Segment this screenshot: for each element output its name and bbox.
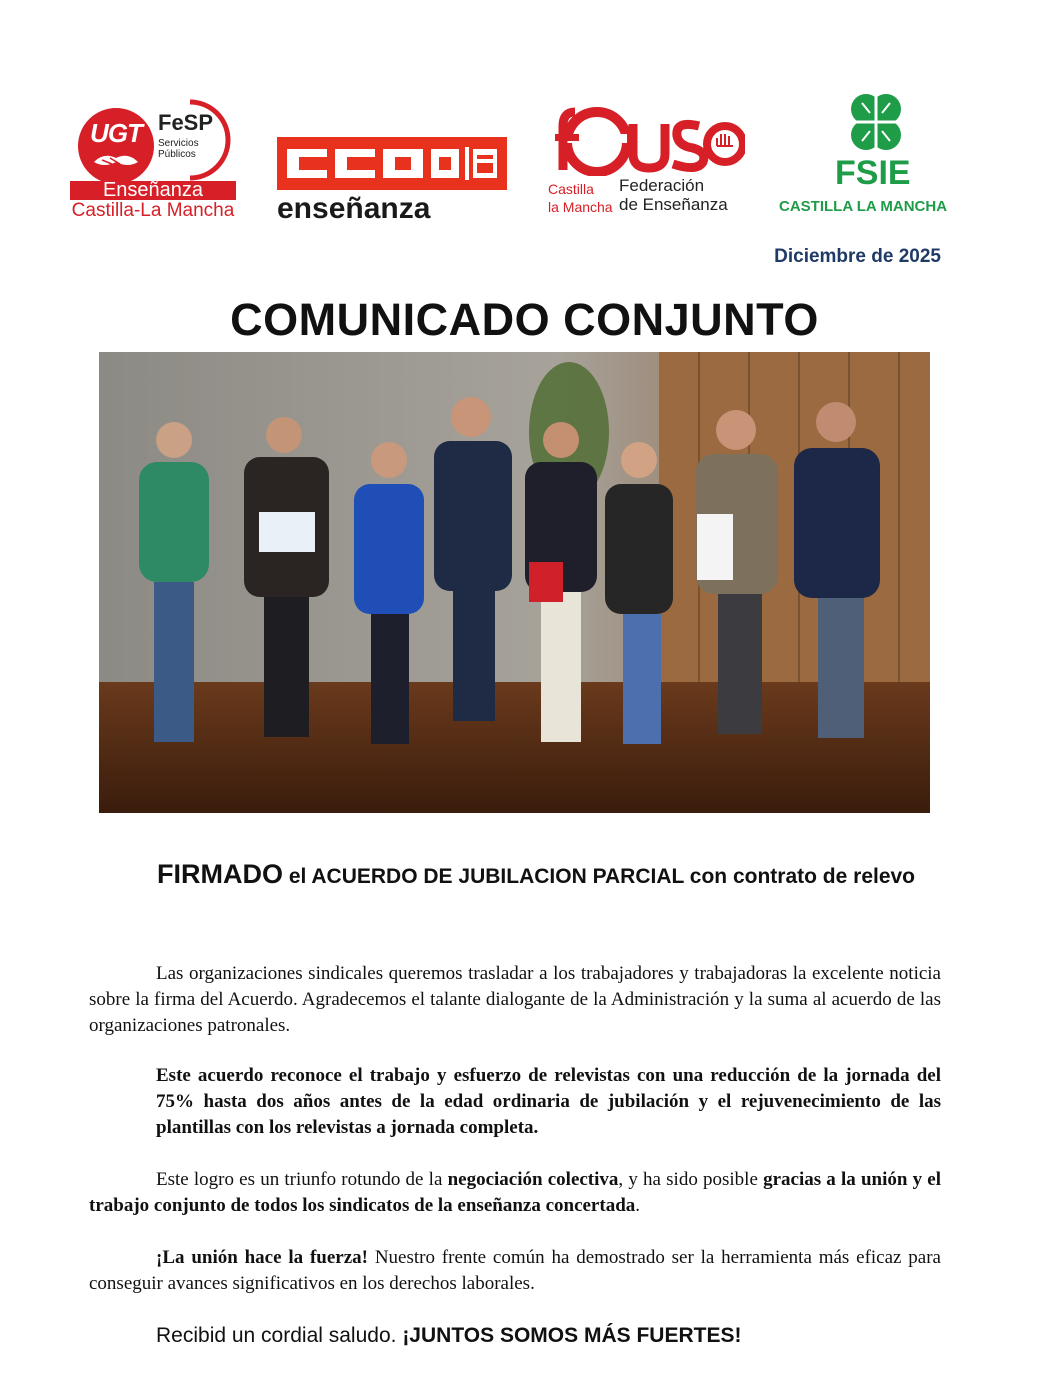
feuso-logo [553, 104, 745, 176]
ugt-services-text [158, 138, 199, 160]
feuso-fed-line2: de Enseñanza [619, 195, 728, 214]
paragraph-1 [89, 961, 941, 1039]
closing [156, 1322, 741, 1350]
paragraph-3 [89, 1167, 941, 1219]
headline-rest: el ACUERDO DE JUBILACION PARCIAL con contrato de relevo [282, 865, 916, 888]
clover-icon [842, 91, 910, 155]
page-title: COMUNICADO CONJUNTO [230, 294, 819, 345]
feuso-fed-line1: Federación [619, 176, 705, 195]
paragraph-1-text: Las organizaciones sindicales queremos trasladar a los trabajadores y trabajadoras la excelente noticia sobre la firma del Acuerdo. Agradecemos el talante dialogante de la Administración y la suma al acuerdo de las organizaciones patronales. [89, 963, 941, 1036]
ugt-fesp-mark: FeSP [158, 110, 214, 135]
paragraph-4 [89, 1245, 941, 1297]
closing-bold: ¡JUNTOS SOMOS MÁS FUERTES! [402, 1324, 742, 1347]
fsie-word: FSIE [835, 154, 911, 192]
ccoo-logo [277, 137, 507, 190]
handshake-icon [92, 148, 140, 170]
document-date: Diciembre de 2025 [774, 246, 941, 267]
group-photo [99, 352, 930, 813]
ugt-services-line1: Servicios [158, 138, 199, 149]
feuso-region [548, 180, 613, 216]
headline-lead: FIRMADO [157, 859, 283, 889]
paragraph-2: Este acuerdo reconoce el trabajo y esfuerzo de relevistas con una reducción de la jornada del 75% hasta dos años antes de la edad ordinaria de jubilación y el rejuvenecimiento de las plantillas con los relevistas a jornada completa. [156, 1065, 941, 1138]
paragraph-3-part-a: Este logro es un triunfo rotundo de la [156, 1169, 448, 1190]
ugt-region: Castilla-La Mancha [71, 200, 235, 221]
headline [89, 855, 941, 896]
paragraph-4-part-a: ¡La unión hace la fuerza! [156, 1247, 368, 1268]
paragraph-3-part-d: gracias a la unión y el trabajo conjunto de todos los sindicatos de la enseñanza concertada [89, 1169, 941, 1216]
paragraph-3-part-e: . [635, 1195, 641, 1216]
paragraph-3-part-b: negociación colectiva [447, 1169, 619, 1190]
paragraph-3-part-c: , y ha sido posible [618, 1169, 764, 1190]
ugt-services-line2: Públicos [158, 149, 196, 160]
closing-plain: Recibid un cordial saludo. [156, 1324, 403, 1347]
ccoo-word: enseñanza [277, 192, 431, 225]
paragraph-4-part-b: Nuestro frente común ha demostrado ser la herramienta más eficaz para conseguir avances significativos en los derechos laborales. [89, 1247, 941, 1294]
feuso-region-line1: Castilla [548, 181, 594, 197]
feuso-region-line2: la Mancha [548, 199, 613, 215]
ugt-logo-mark: UGT [90, 118, 142, 148]
ugt-band: Enseñanza [70, 181, 236, 200]
fsie-region: CASTILLA LA MANCHA [779, 198, 948, 215]
feuso-federation [619, 176, 728, 214]
